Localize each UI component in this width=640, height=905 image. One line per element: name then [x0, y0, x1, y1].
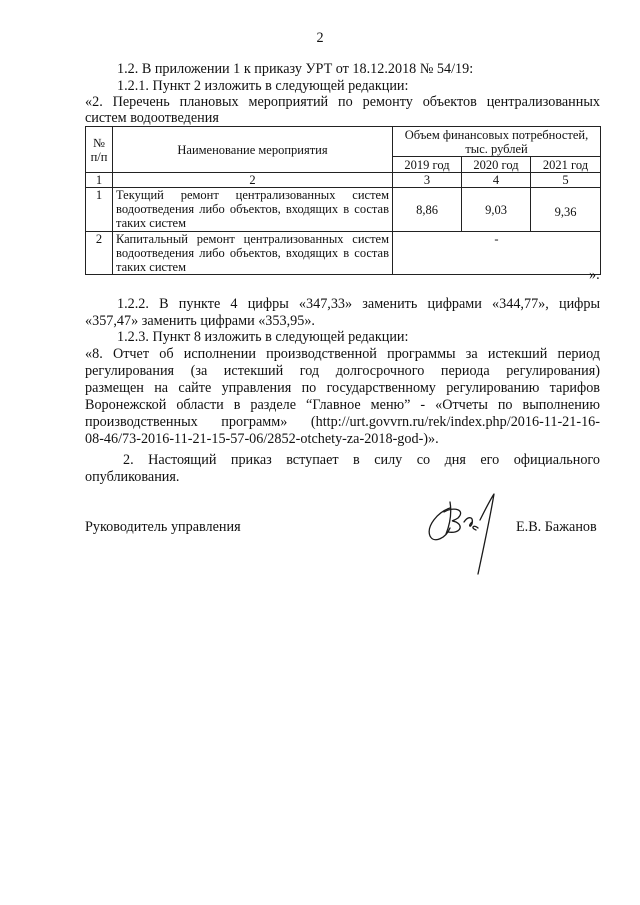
row-merged-value: -: [393, 232, 601, 275]
quote-2-line-1: «2. Перечень плановых мероприятий по ремонту объектов централизованных: [85, 94, 600, 110]
header-year: 2021 год: [531, 157, 601, 173]
quote-8-line: «8. Отчет об исполнении производственной программы за истекший период: [85, 346, 600, 362]
quote-8-line: Воронежской области в разделе “Главное меню” - «Отчеты по выполнению: [85, 397, 600, 413]
header-year: 2019 год: [393, 157, 462, 173]
row-activity-name: Текущий ремонт централизованных систем водоотведения либо объектов, входящих в состав таких систем: [113, 188, 393, 232]
column-number: 3: [393, 173, 462, 188]
table-row: [86, 188, 601, 232]
quote-2-line-2: систем водоотведения: [85, 110, 219, 126]
signer-name: Е.В. Бажанов: [516, 519, 597, 535]
row-value-2021: 9,36: [531, 188, 601, 232]
column-number: 1: [86, 173, 113, 188]
header-number: № п/п: [86, 127, 113, 173]
quote-8-last-line: 08-46/73-2016-11-21-15-57-06/2852-otchety-za-2018-god-)».: [85, 431, 439, 447]
header-year: 2020 год: [462, 157, 531, 173]
column-number: 4: [462, 173, 531, 188]
column-number: 2: [113, 173, 393, 188]
header-activity-name: Наименование мероприятия: [113, 127, 393, 173]
quote-8-line: регулирования (за истекший год долгосрочного периода регулирования): [85, 363, 600, 379]
quote-8-line: размещен на сайте управления по государственному регулированию тарифов: [85, 380, 600, 396]
paragraph-1-2-2-line-2: «357,47» заменить цифрами «353,95».: [85, 313, 315, 329]
paragraph-1-2: 1.2. В приложении 1 к приказу УРТ от 18.12.2018 № 54/19:: [117, 61, 474, 77]
paragraph-2-line-1: 2. Настоящий приказ вступает в силу со дня его официального: [123, 452, 600, 468]
repair-plan-table: [85, 126, 601, 275]
paragraph-1-2-2-line-1: 1.2.2. В пункте 4 цифры «347,33» заменить цифрами «344,77», цифры: [117, 296, 600, 312]
row-number: 1: [86, 188, 113, 232]
table-header-row: [86, 127, 601, 157]
page-number: 2: [316, 30, 324, 46]
table-column-numbers-row: [86, 173, 601, 188]
row-activity-name: Капитальный ремонт централизованных систем водоотведения либо объектов, входящих в состав таких систем: [113, 232, 393, 275]
row-value-2020: 9,03: [462, 188, 531, 232]
signer-title: Руководитель управления: [85, 519, 241, 535]
quote-closing-mark: ».: [589, 267, 600, 283]
paragraph-1-2-1: 1.2.1. Пункт 2 изложить в следующей редакции:: [117, 78, 409, 94]
paragraph-2-line-2: опубликования.: [85, 469, 180, 485]
row-value-2019: 8,86: [393, 188, 462, 232]
handwritten-signature: [420, 488, 510, 578]
quote-8-line: производственных программ» (http://urt.govvrn.ru/rek/index.php/2016-11-21-16-: [85, 414, 600, 430]
paragraph-1-2-3: 1.2.3. Пункт 8 изложить в следующей редакции:: [117, 329, 409, 345]
header-financial-volume: Объем финансовых потребностей, тыс. рублей: [393, 127, 601, 157]
column-number: 5: [531, 173, 601, 188]
table-row: [86, 232, 601, 275]
row-number: 2: [86, 232, 113, 275]
